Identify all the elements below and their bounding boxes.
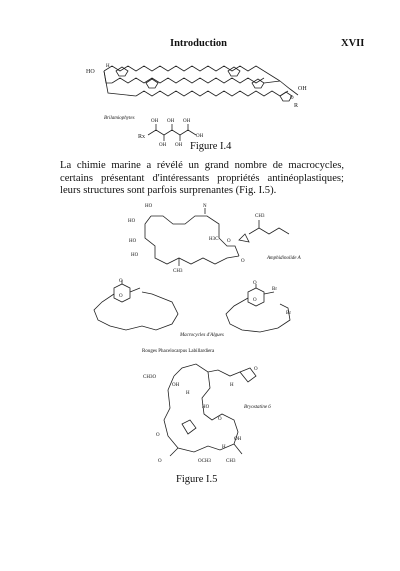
label-r: R [294,103,299,109]
label-o-top-right: O [253,281,257,286]
label-oh-6: OH [196,134,204,139]
label-oh-5: OH [175,143,183,148]
label-o-top-left: O [119,279,123,284]
label-br-2: Br [286,311,291,316]
compound-name: Brilamiophytes [104,116,135,121]
label-ch3-2: CH3 [173,269,183,274]
macrocycles-name: Macrocycles d'Algues [180,333,224,338]
bryostatin-6-structure [138,358,288,473]
label-oh-4: OH [159,143,167,148]
label-o: O [218,417,222,422]
label-ho: HO [86,69,95,75]
figure-1-4-caption: Figure I.4 [190,141,232,152]
label-o-1: O [227,239,231,244]
label-oh-3: OH [183,119,191,124]
label-oh: OH [298,86,307,92]
label-oh-2: OH [167,119,175,124]
label-o-b: O [158,459,162,464]
bryostatin-name: Bryostatine 6 [244,405,271,410]
label-h-2: H [230,383,234,388]
label-o-ring-right: O [253,298,257,303]
macrocycles-source: Rouges Phacelocarpus Labillardiera [142,349,215,354]
label-ho-3: HO [129,239,137,244]
label-rx: Rx [138,134,146,140]
label-ho-1: HO [145,204,153,209]
label-ho-2: HO [128,219,136,224]
label-oh-1: OH [151,119,159,124]
label-ho-4: HO [131,253,139,258]
label-ho: HO [202,405,210,410]
label-h-3: H [222,445,226,450]
label-br-1: Br [272,287,277,292]
macrocycles-structures [82,279,322,354]
label-o-2: O [241,259,245,264]
label-h: H [106,64,110,69]
label-o-c: O [254,367,258,372]
label-ch3o: CH3O [143,375,157,380]
label-ch3-1: CH3 [255,214,265,219]
body-paragraph: La chimie marine a révélé un grand nombre de macrocycles, certains présentant d'intéressants propriétés antinéoplastiques; leurs structures sont parfois surprenantes (Fig. I.5). [60,160,344,197]
label-ch3: CH3 [226,459,236,464]
label-och3: OCH3 [198,459,212,464]
figure-1-5-caption: Figure I.5 [176,474,218,485]
label-oh-2: OH [234,437,242,442]
amphidinolide-a-structure [115,202,305,272]
label-n: N [203,204,207,209]
label-o-ring-left: O [119,294,123,299]
running-header-title: Introduction [170,38,227,49]
label-o: O [290,96,294,101]
label-o-a: O [156,433,160,438]
label-h-1: H [186,391,190,396]
label-oh-1: OH [172,383,180,388]
amphidinolide-name: Amphidinolide A [267,256,301,261]
label-h3c: H3C [209,237,219,242]
page-number: XVII [341,38,365,49]
